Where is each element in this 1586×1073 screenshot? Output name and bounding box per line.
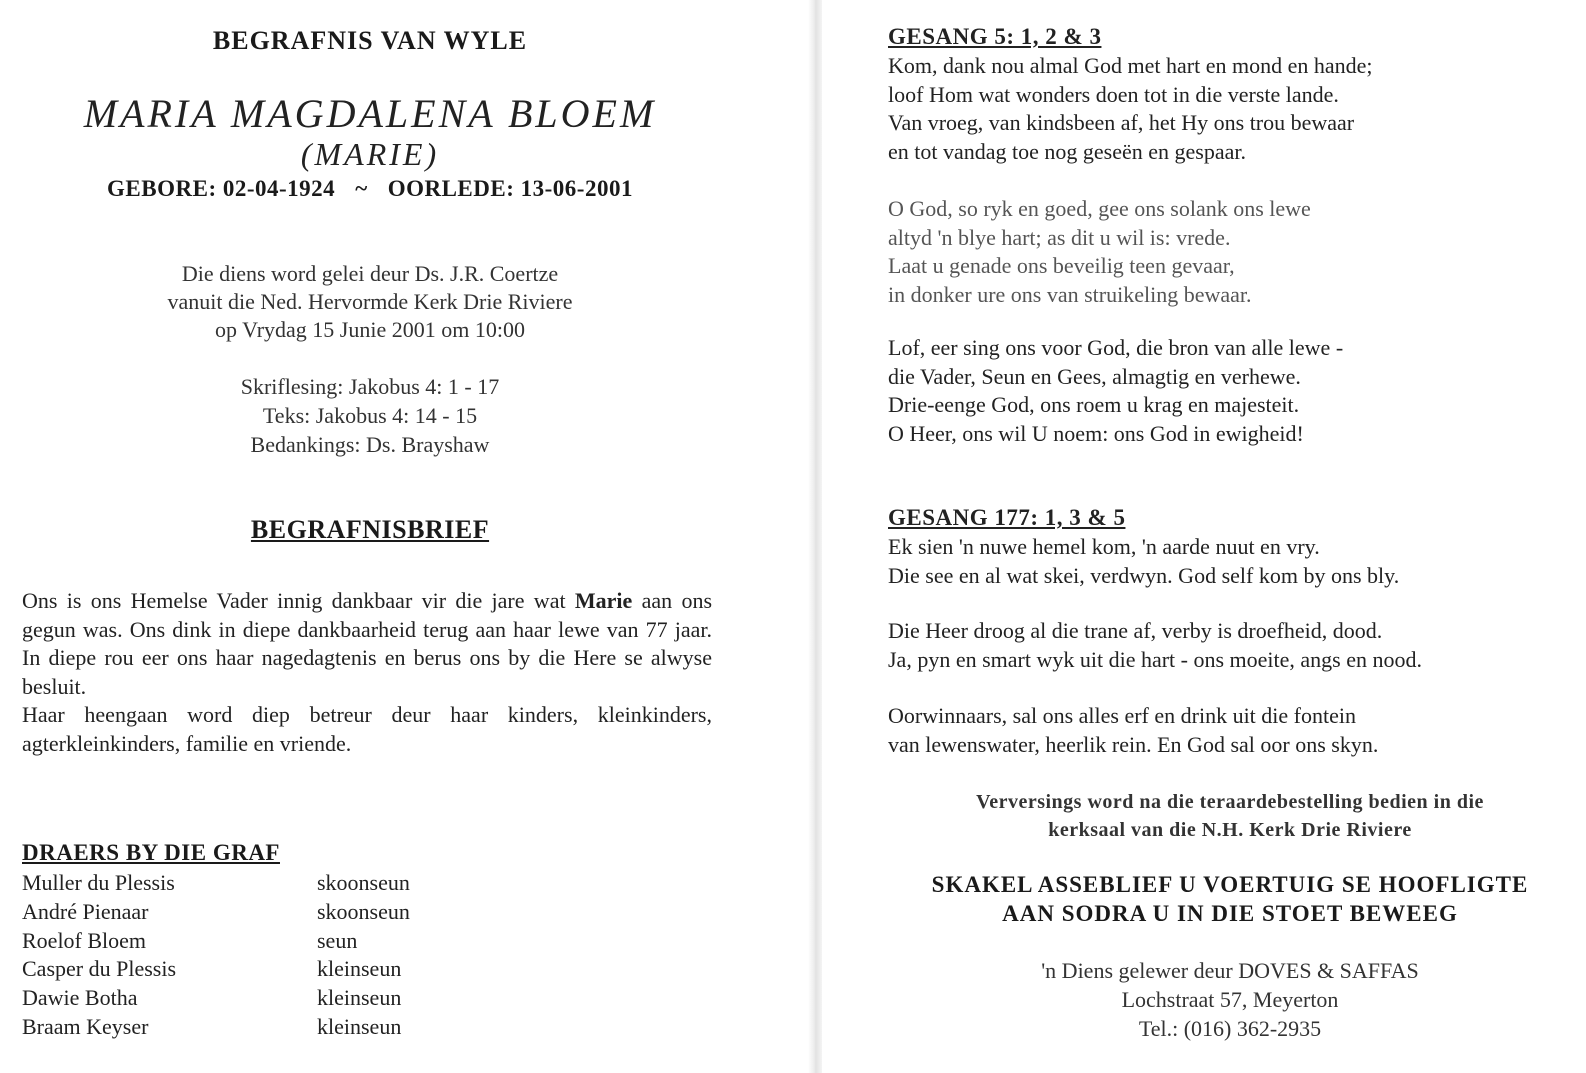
bearer-row [22, 955, 410, 984]
notice-line: SKAKEL ASSEBLIEF U VOERTUIG SE HOOFLIGTE [931, 872, 1529, 897]
bearer-name: Muller du Plessis [22, 870, 175, 895]
deceased-name: MARIA MAGDALENA BLOEM [83, 91, 657, 136]
undertaker-phone: Tel.: (016) 362-2935 [1138, 1016, 1322, 1041]
verse-line: Kom, dank nou almal God met hart en mond en hande; [888, 53, 1373, 78]
funeral-heading: BEGRAFNIS VAN WYLE [212, 26, 528, 55]
deceased-nickname: (MARIE) [300, 136, 440, 172]
verse-line: van lewenswater, heerlik rein. En God sal oor ons skyn. [888, 731, 1379, 757]
bearers-title: DRAERS BY DIE GRAF [22, 840, 280, 865]
reading-line: Bedankings: Ds. Brayshaw [250, 432, 490, 457]
bearer-relation: seun [317, 927, 358, 953]
bearer-name: Casper du Plessis [22, 956, 176, 982]
hymn-1-verse-2 [888, 195, 1311, 309]
page-fold [808, 0, 822, 1073]
verse-line: Ek sien 'n nuwe hemel kom, 'n aarde nuut en vry. [888, 534, 1320, 559]
life-dates [40, 176, 700, 202]
bearer-name: Braam Keyser [22, 1013, 149, 1039]
readings [80, 372, 660, 459]
death-date: OORLEDE: 13-06-2001 [387, 176, 633, 201]
service-line: vanuit die Ned. Hervormde Kerk Drie Riviere [167, 289, 573, 314]
verse-line: O Heer, ons wil U noem: ons God in ewigheid! [888, 420, 1304, 446]
verse-line: Lof, eer sing ons voor God, die bron van alle lewe - [888, 335, 1344, 360]
bearer-name: Dawie Botha [22, 985, 138, 1011]
undertaker-address: Lochstraat 57, Meyerton [1121, 987, 1339, 1012]
bearer-relation: skoonseun [317, 870, 410, 895]
bearer-row [22, 1013, 410, 1042]
verse-line: Van vroeg, van kindsbeen af, het Hy ons trou bewaar [888, 110, 1355, 136]
headlights-notice [880, 870, 1580, 928]
verse-line: Die see en al wat skei, verdwyn. God self kom by ons bly. [888, 562, 1400, 588]
verse-line: O God, so ryk en goed, gee ons solank ons lewe [888, 196, 1311, 221]
birth-date: GEBORE: 02-04-1924 [107, 176, 336, 201]
bearer-relation: kleinseun [317, 985, 402, 1011]
verse-line: die Vader, Seun en Gees, almagtig en verhewe. [888, 363, 1301, 389]
refreshments-line: kerksaal van die N.H. Kerk Drie Riviere [1048, 819, 1412, 841]
hymn-2-title: GESANG 177: 1, 3 & 5 [888, 505, 1126, 530]
service-details [80, 260, 660, 344]
hymn-2-verse-2 [888, 617, 1422, 674]
letter-paragraph: Ons is ons Hemelse Vader innig dankbaar vir die jare wat Marie aan ons gegun was. Ons dink in diepe dankbaarheid terug aan haar lewe van 77 jaar. In diepe rou eer ons haar nagedagtenis en berus ons by die Here se alwyse besluit. [22, 588, 713, 699]
hymn-1-verse-1 [888, 52, 1373, 166]
notice-line: AAN SODRA U IN DIE STOET BEWEEG [1002, 901, 1458, 926]
verse-line: Ja, pyn en smart wyk uit die hart - ons moeite, angs en nood. [888, 646, 1423, 672]
hymn-2-verse-1 [888, 533, 1399, 590]
bearer-name: Roelof Bloem [22, 927, 147, 953]
deceased-first-name: Marie [574, 588, 633, 613]
bearer-relation: kleinseun [317, 1013, 402, 1039]
verse-line: altyd 'n blye hart; as dit u wil is: vrede. [888, 224, 1231, 250]
verse-line: Oorwinnaars, sal ons alles erf en drink uit die fontein [888, 703, 1356, 728]
hymn-1-title: GESANG 5: 1, 2 & 3 [888, 24, 1102, 49]
hymn-1-verse-3 [888, 334, 1343, 448]
service-line: Die diens word gelei deur Ds. J.R. Coertze [181, 261, 559, 286]
reading-line: Teks: Jakobus 4: 14 - 15 [262, 403, 478, 428]
bearer-relation: skoonseun [317, 898, 410, 924]
bearers-list [22, 869, 410, 1042]
undertaker-info [900, 956, 1560, 1043]
verse-line: Drie-eenge God, ons roem u krag en majesteit. [888, 392, 1300, 418]
bearer-relation: kleinseun [317, 956, 402, 982]
funeral-letter [22, 587, 712, 759]
service-line: op Vrydag 15 Junie 2001 om 10:00 [215, 317, 525, 342]
reading-line: Skriflesing: Jakobus 4: 1 - 17 [240, 374, 500, 399]
refreshments-note [870, 788, 1586, 844]
verse-line: Laat u genade ons beveilig teen gevaar, [888, 253, 1235, 279]
undertaker-line: 'n Diens gelewer deur DOVES & SAFFAS [1041, 958, 1419, 983]
refreshments-line: Verversings word na die teraardebestelling bedien in die [976, 791, 1484, 813]
verse-line: in donker ure ons van struikeling bewaar. [888, 281, 1252, 307]
letter-paragraph: Haar heengaan word diep betreur deur haar kinders, kleinkinders, agterkleinkinders, familie en vriende. [22, 702, 712, 756]
bearer-row [22, 869, 410, 898]
verse-line: en tot vandag toe nog geseën en gespaar. [888, 138, 1246, 164]
bearer-row [22, 984, 410, 1013]
hymn-2-verse-3 [888, 702, 1378, 759]
bearer-row [22, 898, 410, 927]
verse-line: Die Heer droog al die trane af, verby is droefheid, dood. [888, 618, 1383, 643]
bearer-name: André Pienaar [22, 898, 149, 924]
letter-title: BEGRAFNISBRIEF [250, 515, 490, 544]
date-separator: ~ [355, 176, 368, 201]
bearer-row [22, 927, 410, 956]
verse-line: loof Hom wat wonders doen tot in die verste lande. [888, 81, 1339, 107]
